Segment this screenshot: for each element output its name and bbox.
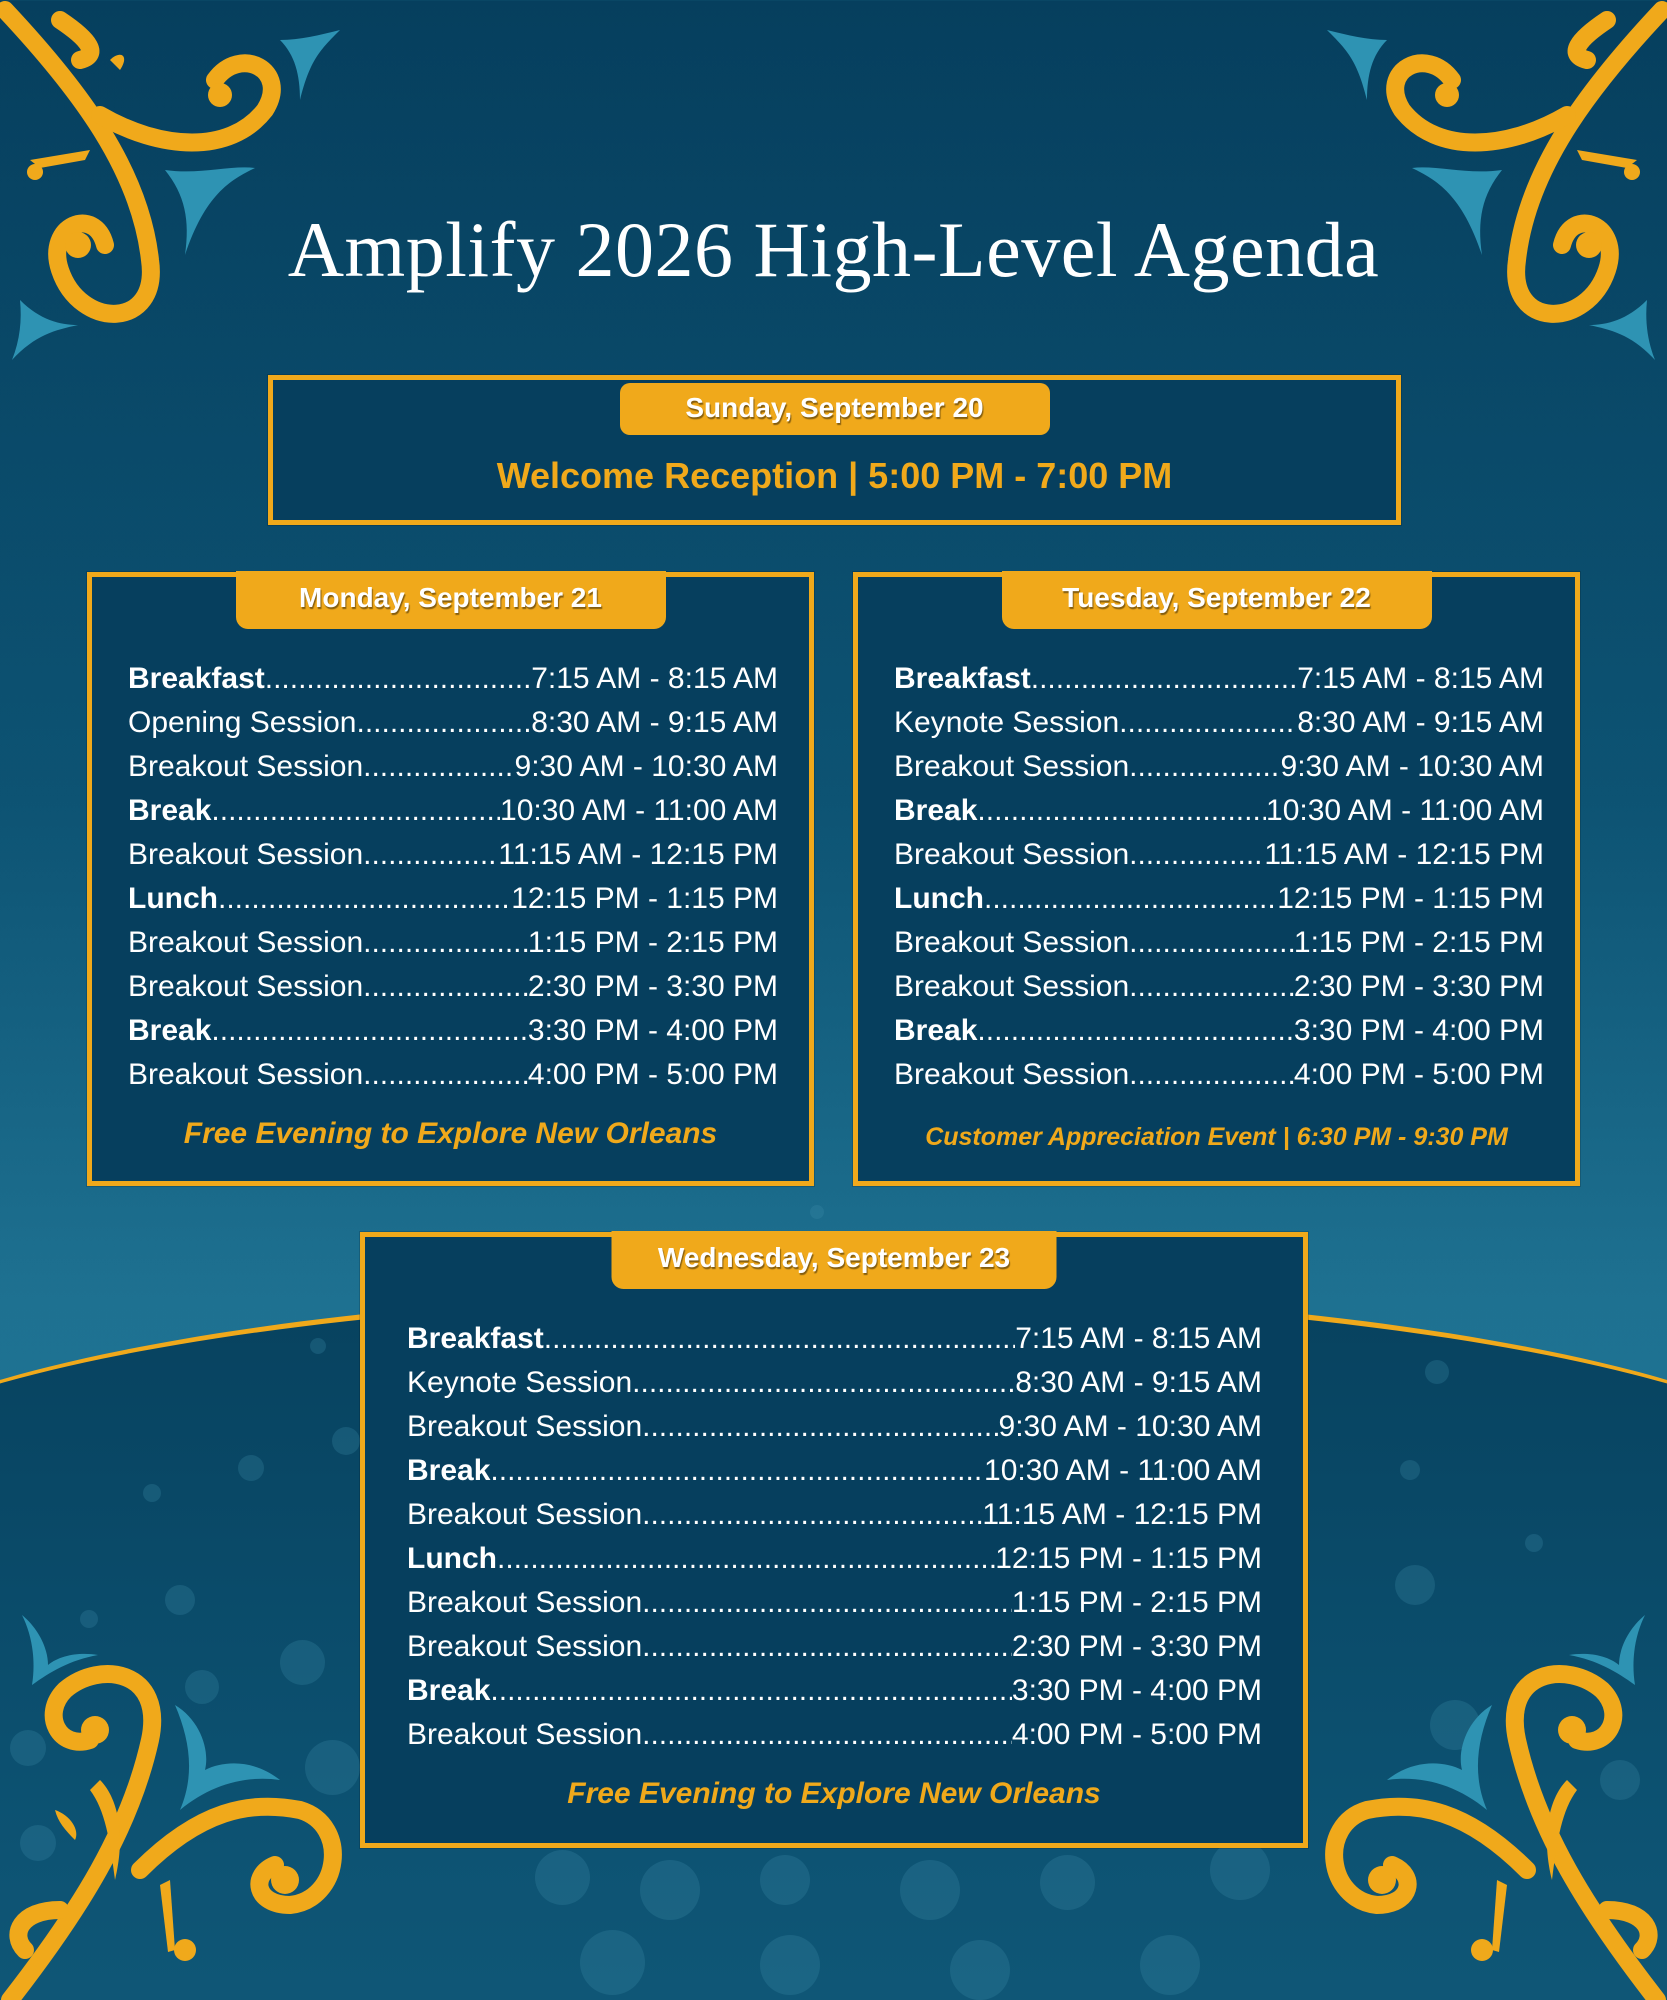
- schedule-row: [894, 1014, 1544, 1058]
- session-time: 9:30 AM - 10:30 AM: [1280, 750, 1544, 783]
- session-time: 1:15 PM - 2:15 PM: [527, 926, 778, 959]
- schedule-row: [894, 838, 1544, 882]
- session-name: Break: [407, 1454, 491, 1487]
- session-time: 11:15 AM - 12:15 PM: [498, 838, 778, 871]
- session-name: Keynote Session: [894, 706, 1120, 739]
- schedule-list: [407, 1322, 1262, 1762]
- evening-note: Free Evening to Explore New Orleans: [567, 1777, 1101, 1810]
- day-card-sunday: [268, 375, 1401, 525]
- schedule-row: [128, 838, 778, 882]
- day-header-sunday: Sunday, September 20: [620, 383, 1050, 435]
- schedule-row: [128, 706, 778, 750]
- flourish-icon: [0, 0, 360, 380]
- schedule-row: [407, 1498, 1262, 1542]
- session-name: Breakout Session: [128, 838, 364, 871]
- schedule-row: [407, 1410, 1262, 1454]
- session-time: 3:30 PM - 4:00 PM: [1011, 1674, 1262, 1707]
- session-time: 12:15 PM - 1:15 PM: [1277, 882, 1544, 915]
- session-time: 8:30 AM - 9:15 AM: [531, 706, 778, 739]
- welcome-reception: Welcome Reception | 5:00 PM - 7:00 PM: [496, 455, 1173, 496]
- schedule-row: [407, 1718, 1262, 1762]
- schedule-row: [128, 1014, 778, 1058]
- session-name: Break: [894, 1014, 978, 1047]
- day-card-wednesday: [360, 1232, 1308, 1848]
- session-name: Breakout Session: [894, 970, 1130, 1003]
- schedule-row: [407, 1454, 1262, 1498]
- session-time: 2:30 PM - 3:30 PM: [1011, 1630, 1262, 1663]
- schedule-list: [128, 662, 778, 1102]
- day-header-tuesday: Tuesday, September 22: [1002, 571, 1432, 629]
- session-name: Lunch: [407, 1542, 497, 1575]
- session-name: Breakout Session: [407, 1586, 643, 1619]
- flourish-icon: [1307, 0, 1667, 380]
- session-time: 2:30 PM - 3:30 PM: [1293, 970, 1544, 1003]
- schedule-row: [128, 750, 778, 794]
- session-name: Breakout Session: [407, 1410, 643, 1443]
- session-name: Breakout Session: [407, 1498, 643, 1531]
- evening-event: Customer Appreciation Event | 6:30 PM - 9:30 PM: [925, 1123, 1508, 1151]
- session-time: 7:15 AM - 8:15 AM: [531, 662, 778, 695]
- page-title: Amplify 2026 High-Level Agenda: [287, 206, 1380, 293]
- session-time: 10:30 AM - 11:00 AM: [984, 1454, 1262, 1487]
- schedule-list: [894, 662, 1544, 1102]
- schedule-row: [407, 1674, 1262, 1718]
- schedule-row: [128, 662, 778, 706]
- session-time: 2:30 PM - 3:30 PM: [527, 970, 778, 1003]
- day-header-wednesday: Wednesday, September 23: [612, 1231, 1057, 1289]
- session-time: 12:15 PM - 1:15 PM: [511, 882, 778, 915]
- schedule-row: [407, 1630, 1262, 1674]
- schedule-row: [894, 662, 1544, 706]
- session-name: Break: [128, 1014, 212, 1047]
- schedule-row: [894, 750, 1544, 794]
- session-name: Breakout Session: [894, 1058, 1130, 1091]
- evening-note: Free Evening to Explore New Orleans: [183, 1117, 718, 1150]
- schedule-row: [128, 1058, 778, 1102]
- schedule-row: [894, 970, 1544, 1014]
- session-name: Breakfast: [128, 662, 265, 695]
- session-time: 8:30 AM - 9:15 AM: [1015, 1366, 1262, 1399]
- session-name: Lunch: [894, 882, 984, 915]
- schedule-row: [407, 1542, 1262, 1586]
- schedule-row: [894, 794, 1544, 838]
- schedule-row: [407, 1586, 1262, 1630]
- flourish-icon: [0, 1580, 380, 2000]
- schedule-row: [894, 1058, 1544, 1102]
- session-time: 12:15 PM - 1:15 PM: [995, 1542, 1262, 1575]
- session-time: 1:15 PM - 2:15 PM: [1293, 926, 1544, 959]
- session-time: 10:30 AM - 11:00 AM: [1266, 794, 1544, 827]
- schedule-row: [894, 926, 1544, 970]
- session-name: Break: [128, 794, 212, 827]
- session-time: 1:15 PM - 2:15 PM: [1011, 1586, 1262, 1619]
- schedule-row: [407, 1322, 1262, 1366]
- session-name: Breakout Session: [894, 750, 1130, 783]
- session-name: Keynote Session: [407, 1366, 633, 1399]
- session-time: 3:30 PM - 4:00 PM: [1293, 1014, 1544, 1047]
- session-name: Breakfast: [894, 662, 1031, 695]
- session-name: Break: [407, 1674, 491, 1707]
- session-time: 9:30 AM - 10:30 AM: [998, 1410, 1262, 1443]
- session-name: Breakfast: [407, 1322, 544, 1355]
- session-name: Opening Session: [128, 706, 357, 739]
- schedule-row: [407, 1366, 1262, 1410]
- session-name: Breakout Session: [128, 750, 364, 783]
- session-time: 4:00 PM - 5:00 PM: [1293, 1058, 1544, 1091]
- schedule-row: [128, 970, 778, 1014]
- session-name: Breakout Session: [407, 1630, 643, 1663]
- schedule-row: [894, 706, 1544, 750]
- schedule-row: [128, 882, 778, 926]
- session-name: Breakout Session: [894, 838, 1130, 871]
- session-time: 9:30 AM - 10:30 AM: [514, 750, 778, 783]
- schedule-row: [128, 926, 778, 970]
- flourish-icon: [1287, 1580, 1667, 2000]
- day-header-monday: Monday, September 21: [236, 571, 666, 629]
- session-time: 4:00 PM - 5:00 PM: [1011, 1718, 1262, 1751]
- session-name: Break: [894, 794, 978, 827]
- session-name: Breakout Session: [128, 1058, 364, 1091]
- session-time: 10:30 AM - 11:00 AM: [500, 794, 778, 827]
- session-name: Breakout Session: [128, 926, 364, 959]
- session-name: Breakout Session: [407, 1718, 643, 1751]
- day-card-monday: [87, 572, 814, 1186]
- session-time: 7:15 AM - 8:15 AM: [1015, 1322, 1262, 1355]
- schedule-row: [128, 794, 778, 838]
- schedule-row: [894, 882, 1544, 926]
- session-time: 4:00 PM - 5:00 PM: [527, 1058, 778, 1091]
- session-time: 11:15 AM - 12:15 PM: [1264, 838, 1544, 871]
- session-time: 7:15 AM - 8:15 AM: [1297, 662, 1544, 695]
- session-name: Breakout Session: [128, 970, 364, 1003]
- session-name: Lunch: [128, 882, 218, 915]
- day-card-tuesday: [853, 572, 1580, 1186]
- session-time: 3:30 PM - 4:00 PM: [527, 1014, 778, 1047]
- session-time: 11:15 AM - 12:15 PM: [982, 1498, 1262, 1531]
- session-time: 8:30 AM - 9:15 AM: [1297, 706, 1544, 739]
- session-name: Breakout Session: [894, 926, 1130, 959]
